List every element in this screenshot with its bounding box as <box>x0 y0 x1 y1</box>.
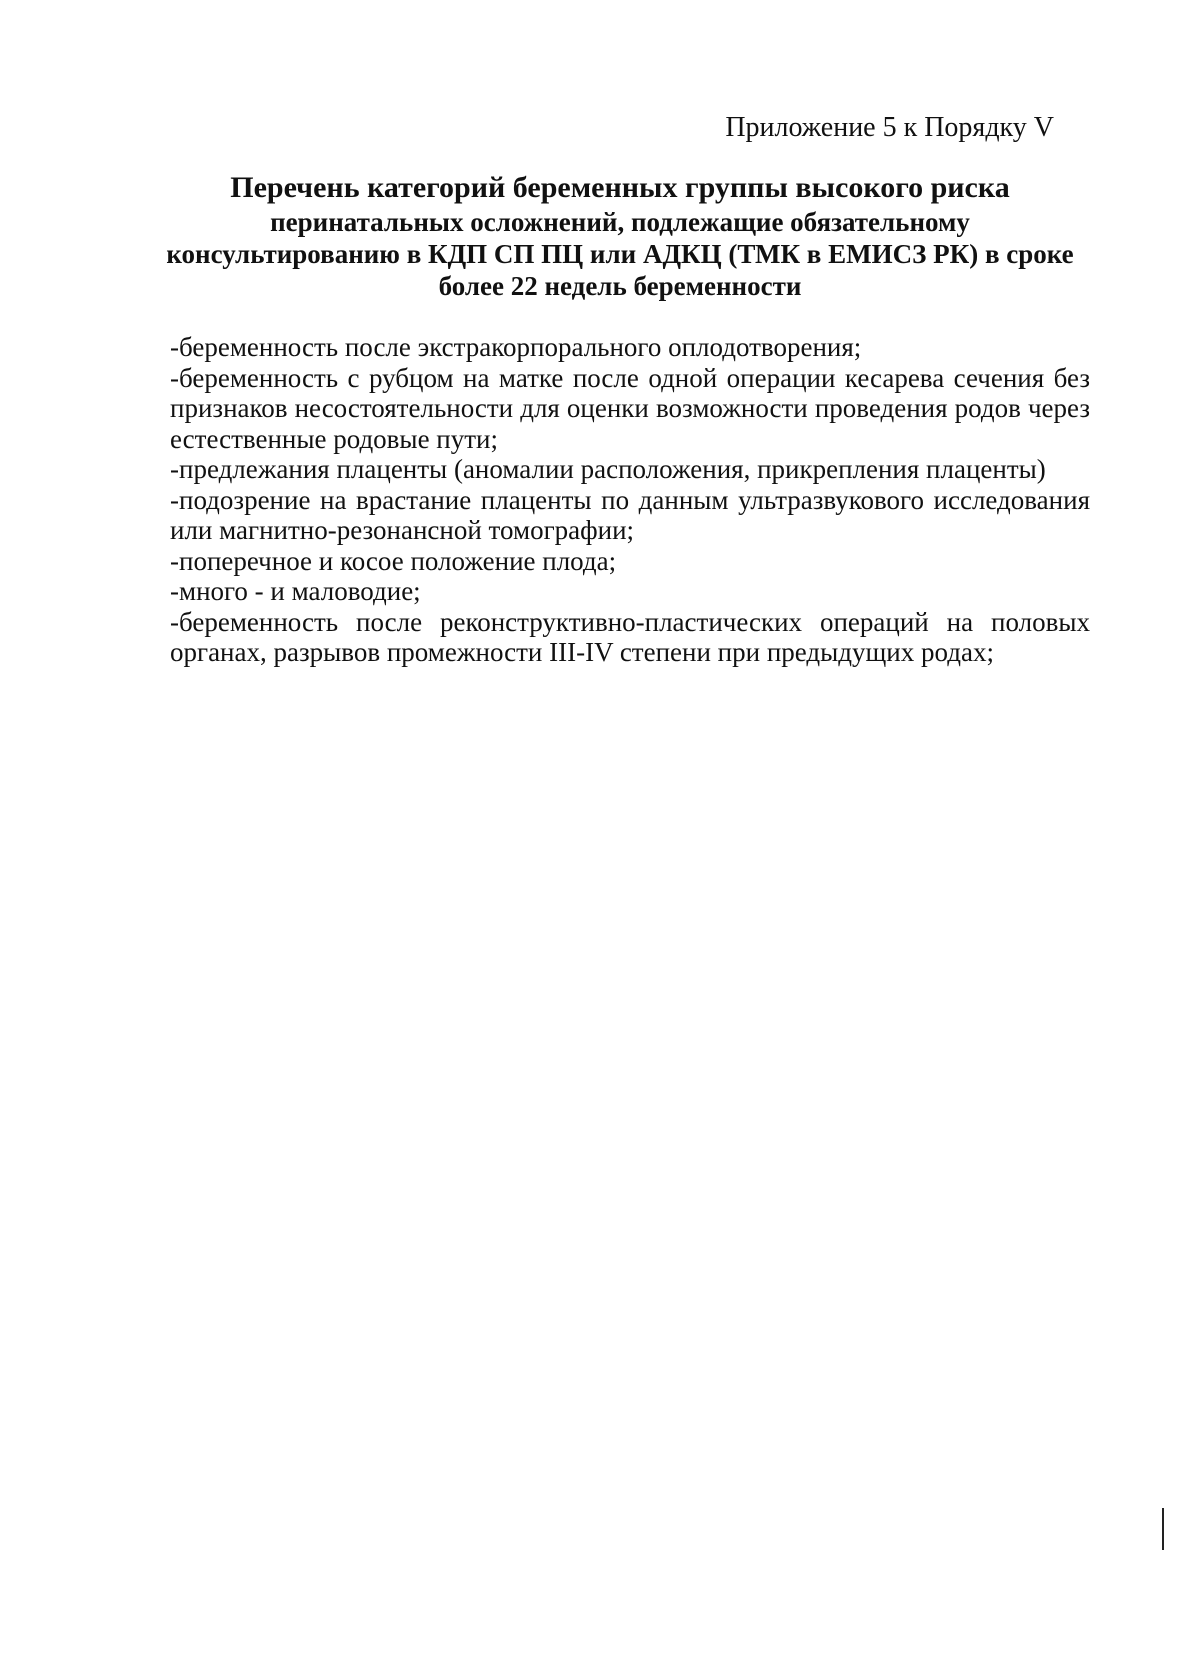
list-item: -подозрение на врастание плаценты по данным ультразвукового исследования или магнитно-резонансной томографии; <box>170 484 1090 545</box>
title-rest: перинатальных осложнений, подлежащие обязательному консультированию в КДП СП ПЦ или АДКЦ (ТМК в ЕМИСЗ РК) в сроке более 22 недель беременности <box>166 207 1074 301</box>
list-item: -поперечное и косое положение плода; <box>170 545 617 576</box>
list-item: -беременность после реконструктивно-пластических операций на половых органах, разрывов промежности III-IV степени при предыдущих родах; <box>170 606 1090 667</box>
margin-mark <box>1162 1508 1164 1550</box>
list-item: -много - и маловодие; <box>170 576 421 606</box>
list-item: -беременность после экстракорпорального оплодотворения; <box>170 332 862 362</box>
list-item: -предлежания плаценты (аномалии расположения, прикрепления плаценты) <box>170 454 1046 484</box>
list-item: -беременность с рубцом на матке после одной операции кесарева сечения без признаков несостоятельности для оценки возможности проведения родов через естественные родовые пути; <box>170 362 1090 454</box>
risk-category-list <box>170 332 1090 668</box>
appendix-reference: Приложение 5 к Порядку V <box>725 112 1054 143</box>
document-title <box>160 170 1080 302</box>
title-line-1: Перечень категорий беременных группы высокого риска <box>230 171 1010 204</box>
